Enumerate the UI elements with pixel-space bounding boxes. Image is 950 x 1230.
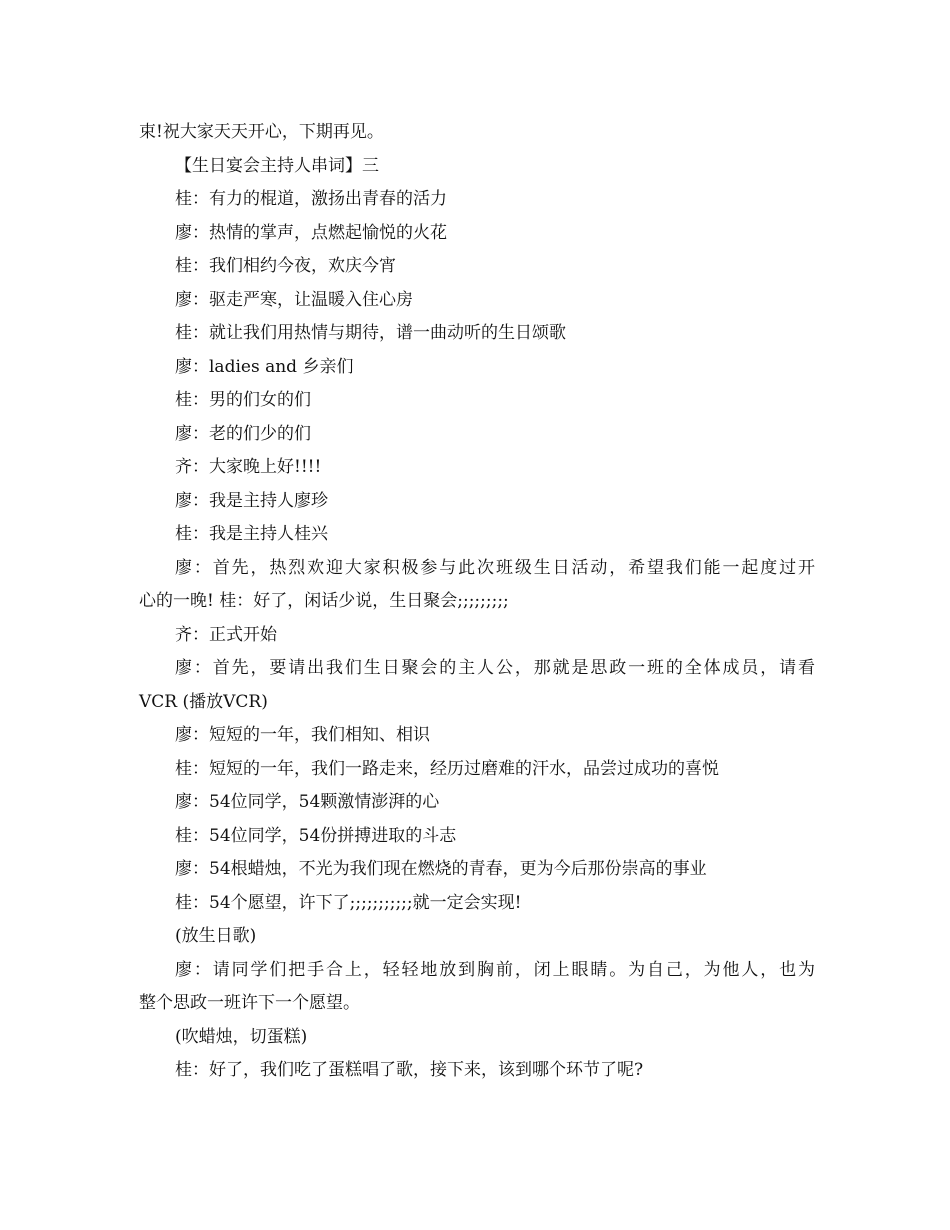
dialogue-line: 桂：我是主持人桂兴: [175, 524, 328, 544]
dialogue-line: 整个思政一班许下一个愿望。: [139, 993, 360, 1013]
dialogue-line: 廖：请同学们把手合上，轻轻地放到胸前，闭上眼睛。为自己，为他人，也为: [175, 959, 815, 980]
dialogue-line: 廖：54根蜡烛，不光为我们现在燃烧的青春，更为今后那份崇高的事业: [175, 859, 707, 879]
dialogue-line: 廖：老的们少的们: [175, 423, 311, 444]
dialogue-line: 桂：54位同学，54份拼搏进取的斗志: [175, 825, 457, 846]
dialogue-line: VCR (播放VCR): [139, 691, 268, 712]
dialogue-line: 桂：短短的一年，我们一路走来，经历过磨难的汗水，品尝过成功的喜悦: [175, 758, 719, 779]
dialogue-line: 廖：短短的一年，我们相知、相识: [175, 725, 430, 745]
dialogue-line: 廖：驱走严寒，让温暖入住心房: [175, 289, 413, 310]
dialogue-line: 桂：好了，我们吃了蛋糕唱了歌，接下来，该到哪个环节了呢?: [175, 1060, 644, 1080]
dialogue-line: 廖：热情的掌声，点燃起愉悦的火花: [175, 222, 447, 243]
text-line: 束!祝大家天天开心，下期再见。: [139, 122, 384, 142]
dialogue-line: 桂：我们相约今夜，欢庆今宵: [175, 256, 396, 276]
document-body: [139, 116, 815, 1088]
stage-direction: (吹蜡烛，切蛋糕): [175, 1026, 308, 1047]
dialogue-line: 廖：54位同学，54颗激情澎湃的心: [175, 792, 440, 812]
dialogue-line: 桂：54个愿望，许下了;;;;;;;;;;;就一定会实现!: [175, 892, 522, 913]
dialogue-line: 心的一晚! 桂：好了，闲话少说，生日聚会;;;;;;;;;: [139, 591, 509, 611]
stage-direction: (放生日歌): [175, 926, 257, 946]
dialogue-line: 廖：我是主持人廖珍: [175, 490, 328, 511]
section-heading: 【生日宴会主持人串词】三: [175, 155, 379, 176]
dialogue-line: 齐：大家晚上好!!!!: [175, 457, 322, 477]
dialogue-line: 齐：正式开始: [175, 624, 277, 645]
dialogue-line: 廖：首先，热烈欢迎大家积极参与此次班级生日活动，希望我们能一起度过开: [175, 557, 815, 578]
dialogue-line: 廖：ladies and 乡亲们: [175, 356, 354, 377]
dialogue-line: 桂：男的们女的们: [175, 390, 311, 410]
dialogue-line: 桂：就让我们用热情与期待，谱一曲动听的生日颂歌: [175, 323, 566, 343]
dialogue-line: 廖：首先，要请出我们生日聚会的主人公，那就是思政一班的全体成员，请看: [175, 658, 815, 678]
dialogue-line: 桂：有力的棍道，激扬出青春的活力: [175, 189, 447, 209]
